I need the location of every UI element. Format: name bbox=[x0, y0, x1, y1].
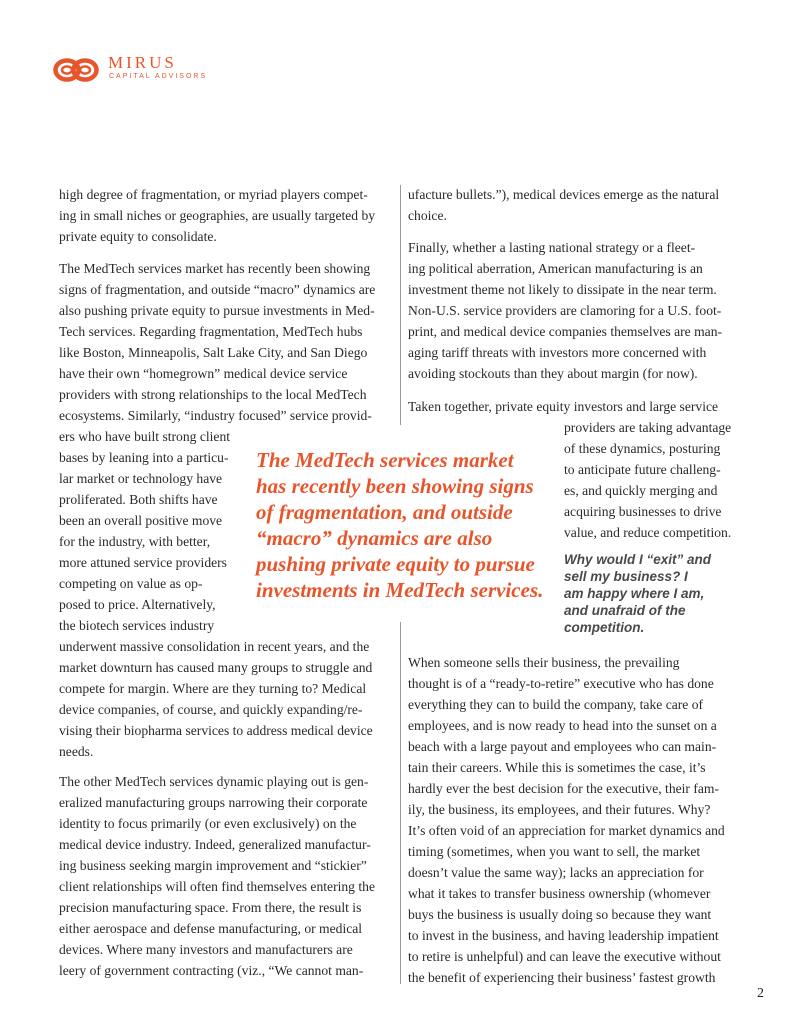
text-line: timing (sometimes, when you want to sell, the market bbox=[408, 844, 701, 859]
text-line: choice. bbox=[408, 208, 447, 223]
text-line: either aerospace and defense manufacturing, or medical bbox=[59, 921, 363, 936]
text-line: Non-U.S. service providers are clamoring for a U.S. foot- bbox=[408, 303, 722, 318]
text-line: providers with strong relationships to the local MedTech bbox=[59, 387, 367, 402]
left-paragraph-1 bbox=[59, 184, 375, 247]
text-line: more attuned service providers bbox=[59, 555, 227, 570]
text-line: been an overall positive move bbox=[59, 513, 223, 528]
quote-line: competition. bbox=[564, 620, 645, 635]
quote-line: investments in MedTech services. bbox=[256, 578, 544, 602]
text-line: Finally, whether a lasting national strategy or a fleet- bbox=[408, 240, 696, 255]
quote-line: sell my business? I bbox=[564, 569, 688, 584]
text-line: have their own “homegrown” medical device service bbox=[59, 366, 348, 381]
text-line: also pushing private equity to pursue investments in Med- bbox=[59, 303, 375, 318]
text-line: high degree of fragmentation, or myriad players compet- bbox=[59, 187, 368, 202]
text-line: of these dynamics, posturing bbox=[564, 441, 721, 456]
text-line: es, and quickly merging and bbox=[564, 483, 718, 498]
text-line: The other MedTech services dynamic playing out is gen- bbox=[59, 774, 369, 789]
text-line: posed to price. Alternatively, bbox=[59, 597, 216, 612]
text-line: doesn’t value the same way); lacks an appreciation for bbox=[408, 865, 704, 880]
text-line: to anticipate future challeng- bbox=[564, 462, 721, 477]
text-line: underwent massive consolidation in recent years, and the bbox=[59, 639, 370, 654]
quote-line: pushing private equity to pursue bbox=[256, 552, 535, 576]
text-line: client relationships will often find themselves entering the bbox=[59, 879, 375, 894]
text-line: signs of fragmentation, and outside “macro” dynamics are bbox=[59, 282, 376, 297]
text-line: aging tariff threats with investors more concerned with bbox=[408, 345, 707, 360]
logo-wordmark: MIRUS bbox=[108, 53, 177, 72]
text-line: the biotech services industry bbox=[59, 618, 215, 633]
text-line: tain their careers. While this is sometimes the case, it’s bbox=[408, 760, 706, 775]
quote-line: of fragmentation, and outside bbox=[256, 500, 513, 524]
text-line: device companies, of course, and quickly expanding/re- bbox=[59, 702, 363, 717]
text-line: medical device industry. Indeed, generalized manufactur- bbox=[59, 837, 371, 852]
text-line: devices. Where many investors and manufacturers are bbox=[59, 942, 353, 957]
text-line: the benefit of experiencing their business’ fastest growth bbox=[408, 970, 716, 985]
text-line: providers are taking advantage bbox=[564, 420, 732, 435]
text-line: thought is of a “ready-to-retire” executive who has done bbox=[408, 676, 714, 691]
text-line: competing on value as op- bbox=[59, 576, 203, 591]
text-line: leery of government contracting (viz., “We cannot man- bbox=[59, 963, 364, 978]
text-line: to retire is unhelpful) and can leave the executive without bbox=[408, 949, 721, 964]
text-line: ers who have built strong client bbox=[59, 429, 231, 444]
text-line: avoiding stockouts than they about margin (for now). bbox=[408, 366, 698, 381]
text-line: ecosystems. Similarly, “industry focused” service provid- bbox=[59, 408, 372, 423]
text-line: ing in small niches or geographies, are usually targeted by bbox=[59, 208, 376, 223]
company-logo bbox=[52, 54, 212, 84]
page-number: 2 bbox=[757, 986, 764, 1001]
text-line: vising their biopharma services to address medical device bbox=[59, 723, 373, 738]
text-line: compete for margin. Where are they turning to? Medical bbox=[59, 681, 367, 696]
text-line: acquiring businesses to drive bbox=[564, 504, 722, 519]
interlocking-rings-logo-icon bbox=[52, 57, 104, 83]
text-line: It’s often void of an appreciation for market dynamics and bbox=[408, 823, 725, 838]
right-paragraph-4 bbox=[408, 652, 725, 988]
text-line: precision manufacturing space. From there, the result is bbox=[59, 900, 362, 915]
text-line: to invest in the business, and having leadership impatient bbox=[408, 928, 719, 943]
logo-tagline: CAPITAL ADVISORS bbox=[109, 73, 208, 80]
text-line: eralized manufacturing groups narrowing their corporate bbox=[59, 795, 368, 810]
text-line: Taken together, private equity investors and large service bbox=[408, 399, 719, 414]
quote-line: has recently been showing signs bbox=[256, 474, 534, 498]
quote-line: and unafraid of the bbox=[564, 603, 686, 618]
text-line: bases by leaning into a particu- bbox=[59, 450, 229, 465]
text-line: needs. bbox=[59, 744, 94, 759]
left-paragraph-3 bbox=[59, 771, 375, 981]
text-line: employees, and is now ready to head into the sunset on a bbox=[408, 718, 717, 733]
text-line: print, and medical device companies themselves are man- bbox=[408, 324, 723, 339]
text-line: hardly ever the best decision for the executive, their fam- bbox=[408, 781, 720, 796]
text-line: beach with a large payout and employees who can main- bbox=[408, 739, 717, 754]
text-line: identity to focus primarily (or even exclusively) on the bbox=[59, 816, 357, 831]
text-line: buys the business is usually doing so because they want bbox=[408, 907, 712, 922]
text-line: what it takes to transfer business ownership (whomever bbox=[408, 886, 711, 901]
side-quote bbox=[564, 551, 754, 636]
pull-quote bbox=[256, 447, 546, 603]
text-line: market downturn has caused many groups to struggle and bbox=[59, 660, 373, 675]
quote-line: “macro” dynamics are also bbox=[256, 526, 493, 550]
text-line: Tech services. Regarding fragmentation, MedTech hubs bbox=[59, 324, 363, 339]
text-line: private equity to consolidate. bbox=[59, 229, 217, 244]
text-line: ing political aberration, American manufacturing is an bbox=[408, 261, 703, 276]
column-divider-top bbox=[400, 185, 401, 425]
text-line: lar market or technology have bbox=[59, 471, 223, 486]
text-line: ily, the business, its employees, and their futures. Why? bbox=[408, 802, 711, 817]
text-line: like Boston, Minneapolis, Salt Lake City, and San Diego bbox=[59, 345, 368, 360]
quote-line: am happy where I am, bbox=[564, 586, 705, 601]
text-line: everything they can to build the company, take care of bbox=[408, 697, 704, 712]
text-line: ing business seeking margin improvement and “stickier” bbox=[59, 858, 367, 873]
text-line: value, and reduce competition. bbox=[564, 525, 732, 540]
text-line: ufacture bullets.”), medical devices emerge as the natural bbox=[408, 187, 720, 202]
text-line: proliferated. Both shifts have bbox=[59, 492, 218, 507]
quote-line: The MedTech services market bbox=[256, 448, 514, 472]
text-line: investment theme not likely to dissipate in the near term. bbox=[408, 282, 717, 297]
right-paragraph-1 bbox=[408, 184, 719, 226]
text-line: When someone sells their business, the prevailing bbox=[408, 655, 680, 670]
text-line: for the industry, with better, bbox=[59, 534, 211, 549]
right-paragraph-3-wrapped bbox=[564, 417, 731, 543]
right-paragraph-2 bbox=[408, 237, 722, 384]
column-divider-bottom bbox=[400, 622, 401, 984]
right-paragraph-3-first-line bbox=[408, 396, 718, 417]
text-line: The MedTech services market has recently been showing bbox=[59, 261, 371, 276]
quote-line: Why would I “exit” and bbox=[564, 552, 712, 567]
